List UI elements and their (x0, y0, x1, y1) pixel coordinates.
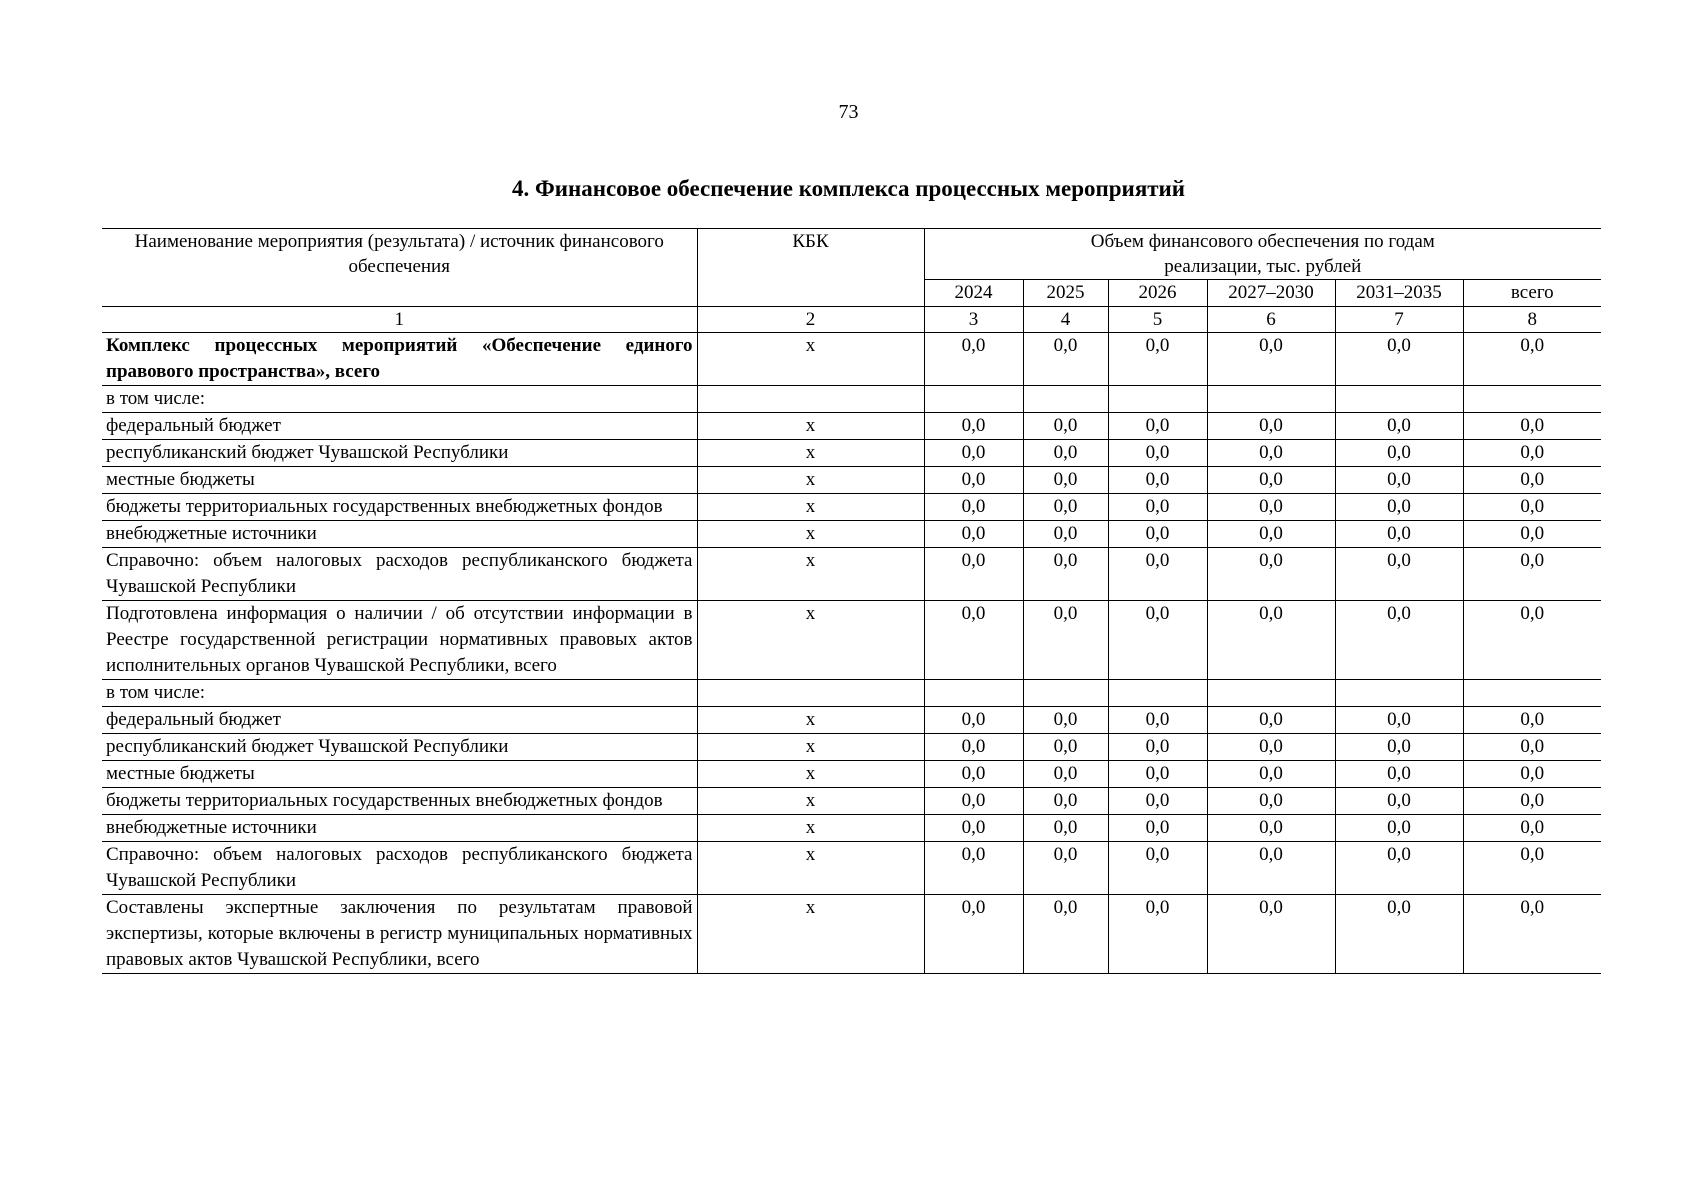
kbk-cell: х (697, 467, 924, 494)
year-value-cell: 0,0 (1335, 815, 1463, 842)
table-row (102, 386, 1601, 413)
year-value-cell: 0,0 (924, 601, 1023, 680)
year-value-cell: 0,0 (1023, 440, 1108, 467)
column-number: 1 (102, 307, 697, 333)
row-name-cell: Справочно: объем налоговых расходов республиканского бюджета Чувашской Республики (102, 842, 697, 895)
column-numbers-row (102, 307, 1601, 333)
header-year: 2025 (1023, 280, 1108, 307)
year-value-cell: 0,0 (1207, 815, 1335, 842)
year-value-cell: 0,0 (1108, 521, 1207, 548)
kbk-cell: х (697, 494, 924, 521)
year-value-cell: 0,0 (1108, 413, 1207, 440)
year-value-cell: 0,0 (924, 707, 1023, 734)
year-value-cell: 0,0 (1023, 788, 1108, 815)
row-name-cell: местные бюджеты (102, 761, 697, 788)
header-name: Наименование мероприятия (результата) / источник финансового обеспечения (102, 229, 697, 307)
total-value-cell: 0,0 (1463, 788, 1601, 815)
total-value-cell: 0,0 (1463, 842, 1601, 895)
kbk-cell: х (697, 440, 924, 467)
table-row (102, 413, 1601, 440)
total-value-cell: 0,0 (1463, 333, 1601, 386)
year-value-cell: 0,0 (1335, 895, 1463, 974)
year-value-cell: 0,0 (924, 333, 1023, 386)
year-value-cell: 0,0 (1108, 494, 1207, 521)
row-name-cell: федеральный бюджет (102, 707, 697, 734)
header-volume: Объем финансового обеспечения по годам реализации, тыс. рублей (924, 229, 1601, 280)
table-row (102, 548, 1601, 601)
table-row (102, 761, 1601, 788)
kbk-cell: х (697, 895, 924, 974)
row-name-cell: Справочно: объем налоговых расходов республиканского бюджета Чувашской Республики (102, 548, 697, 601)
year-value-cell: 0,0 (1023, 601, 1108, 680)
year-value-cell: 0,0 (924, 521, 1023, 548)
year-value-cell: 0,0 (1207, 413, 1335, 440)
column-number: 2 (697, 307, 924, 333)
year-value-cell: 0,0 (1335, 440, 1463, 467)
header-year: 2027–2030 (1207, 280, 1335, 307)
row-name-cell: республиканский бюджет Чувашской Республики (102, 440, 697, 467)
year-value-cell: 0,0 (1023, 761, 1108, 788)
header-total: всего (1463, 280, 1601, 307)
year-value-cell: 0,0 (1023, 467, 1108, 494)
year-value-cell: 0,0 (1108, 815, 1207, 842)
year-value-cell: 0,0 (1207, 842, 1335, 895)
total-value-cell: 0,0 (1463, 521, 1601, 548)
year-value-cell (1335, 386, 1463, 413)
year-value-cell: 0,0 (1023, 548, 1108, 601)
table-row (102, 494, 1601, 521)
year-value-cell: 0,0 (1207, 707, 1335, 734)
total-value-cell: 0,0 (1463, 467, 1601, 494)
year-value-cell: 0,0 (1108, 440, 1207, 467)
row-name-cell: Составлены экспертные заключения по результатам правовой экспертизы, которые включены в регистр муниципальных нормативных правовых актов Чувашской Республики, всего (102, 895, 697, 974)
year-value-cell (1207, 386, 1335, 413)
year-value-cell: 0,0 (1207, 895, 1335, 974)
year-value-cell: 0,0 (1335, 548, 1463, 601)
year-value-cell: 0,0 (1335, 761, 1463, 788)
year-value-cell: 0,0 (924, 494, 1023, 521)
kbk-cell: х (697, 333, 924, 386)
year-value-cell: 0,0 (1108, 333, 1207, 386)
year-value-cell: 0,0 (1108, 707, 1207, 734)
kbk-cell: х (697, 601, 924, 680)
year-value-cell (1108, 680, 1207, 707)
column-number: 5 (1108, 307, 1207, 333)
header-kbk: КБК (697, 229, 924, 307)
year-value-cell (924, 680, 1023, 707)
total-value-cell: 0,0 (1463, 548, 1601, 601)
row-name-cell: бюджеты территориальных государственных внебюджетных фондов (102, 788, 697, 815)
kbk-cell (697, 680, 924, 707)
table-body (102, 333, 1601, 974)
year-value-cell: 0,0 (1108, 895, 1207, 974)
year-value-cell: 0,0 (1108, 788, 1207, 815)
financing-table (102, 228, 1601, 974)
year-value-cell: 0,0 (1207, 333, 1335, 386)
year-value-cell (924, 386, 1023, 413)
year-value-cell: 0,0 (1207, 521, 1335, 548)
total-value-cell: 0,0 (1463, 413, 1601, 440)
kbk-cell: х (697, 413, 924, 440)
table-row (102, 680, 1601, 707)
year-value-cell (1207, 680, 1335, 707)
year-value-cell: 0,0 (924, 548, 1023, 601)
year-value-cell: 0,0 (1023, 413, 1108, 440)
table-row (102, 895, 1601, 974)
year-value-cell: 0,0 (1108, 548, 1207, 601)
year-value-cell (1023, 386, 1108, 413)
year-value-cell: 0,0 (1335, 413, 1463, 440)
table-row (102, 333, 1601, 386)
total-value-cell: 0,0 (1463, 601, 1601, 680)
year-value-cell: 0,0 (1207, 494, 1335, 521)
kbk-cell: х (697, 521, 924, 548)
table-row (102, 707, 1601, 734)
kbk-cell: х (697, 548, 924, 601)
year-value-cell: 0,0 (1335, 467, 1463, 494)
year-value-cell: 0,0 (1023, 494, 1108, 521)
kbk-cell: х (697, 734, 924, 761)
year-value-cell: 0,0 (1023, 895, 1108, 974)
kbk-cell: х (697, 842, 924, 895)
year-value-cell: 0,0 (1108, 761, 1207, 788)
year-value-cell: 0,0 (1207, 734, 1335, 761)
page-number: 73 (838, 101, 859, 123)
row-name-cell: федеральный бюджет (102, 413, 697, 440)
table-row (102, 815, 1601, 842)
row-name-cell: Комплекс процессных мероприятий «Обеспечение единого правового пространства», всего (102, 333, 697, 386)
year-value-cell: 0,0 (924, 788, 1023, 815)
total-value-cell (1463, 386, 1601, 413)
header-year: 2031–2035 (1335, 280, 1463, 307)
table-header (102, 229, 1601, 333)
header-year: 2024 (924, 280, 1023, 307)
year-value-cell: 0,0 (924, 734, 1023, 761)
year-value-cell: 0,0 (1335, 601, 1463, 680)
kbk-cell (697, 386, 924, 413)
section-title: 4. Финансовое обеспечение комплекса процессных мероприятий (511, 176, 1186, 201)
year-value-cell: 0,0 (1023, 734, 1108, 761)
year-value-cell: 0,0 (1335, 494, 1463, 521)
year-value-cell: 0,0 (924, 440, 1023, 467)
row-name-cell: бюджеты территориальных государственных внебюджетных фондов (102, 494, 697, 521)
column-number: 7 (1335, 307, 1463, 333)
table-row (102, 601, 1601, 680)
year-value-cell: 0,0 (1023, 842, 1108, 895)
total-value-cell: 0,0 (1463, 734, 1601, 761)
year-value-cell: 0,0 (1023, 707, 1108, 734)
row-name-cell: внебюджетные источники (102, 815, 697, 842)
total-value-cell: 0,0 (1463, 494, 1601, 521)
kbk-cell: х (697, 707, 924, 734)
total-value-cell: 0,0 (1463, 761, 1601, 788)
table-row (102, 521, 1601, 548)
total-value-cell (1463, 680, 1601, 707)
column-number: 4 (1023, 307, 1108, 333)
year-value-cell: 0,0 (924, 895, 1023, 974)
total-value-cell: 0,0 (1463, 895, 1601, 974)
total-value-cell: 0,0 (1463, 440, 1601, 467)
year-value-cell: 0,0 (1335, 707, 1463, 734)
year-value-cell: 0,0 (1108, 467, 1207, 494)
year-value-cell: 0,0 (1207, 761, 1335, 788)
year-value-cell (1023, 680, 1108, 707)
row-name-cell: республиканский бюджет Чувашской Республики (102, 734, 697, 761)
kbk-cell: х (697, 815, 924, 842)
table-row (102, 734, 1601, 761)
year-value-cell: 0,0 (1335, 734, 1463, 761)
row-name-cell: внебюджетные источники (102, 521, 697, 548)
table-row (102, 467, 1601, 494)
year-value-cell: 0,0 (1023, 333, 1108, 386)
year-value-cell: 0,0 (924, 761, 1023, 788)
year-value-cell: 0,0 (1335, 788, 1463, 815)
table-row (102, 440, 1601, 467)
year-value-cell: 0,0 (1023, 815, 1108, 842)
row-name-cell: в том числе: (102, 680, 697, 707)
year-value-cell: 0,0 (1207, 467, 1335, 494)
header-year: 2026 (1108, 280, 1207, 307)
year-value-cell: 0,0 (1108, 601, 1207, 680)
year-value-cell: 0,0 (924, 413, 1023, 440)
year-value-cell: 0,0 (1023, 521, 1108, 548)
kbk-cell: х (697, 788, 924, 815)
column-number: 8 (1463, 307, 1601, 333)
year-value-cell (1108, 386, 1207, 413)
year-value-cell: 0,0 (1207, 440, 1335, 467)
year-value-cell: 0,0 (924, 467, 1023, 494)
table-row (102, 788, 1601, 815)
year-value-cell: 0,0 (1207, 548, 1335, 601)
year-value-cell: 0,0 (924, 842, 1023, 895)
year-value-cell: 0,0 (1335, 333, 1463, 386)
year-value-cell: 0,0 (1108, 734, 1207, 761)
row-name-cell: в том числе: (102, 386, 697, 413)
column-number: 3 (924, 307, 1023, 333)
column-number: 6 (1207, 307, 1335, 333)
row-name-cell: Подготовлена информация о наличии / об отсутствии информации в Реестре государственной регистрации нормативных правовых актов исполнительных органов Чувашской Республики, всего (102, 601, 697, 680)
table-row (102, 842, 1601, 895)
year-value-cell: 0,0 (1335, 842, 1463, 895)
year-value-cell: 0,0 (1335, 521, 1463, 548)
row-name-cell: местные бюджеты (102, 467, 697, 494)
year-value-cell: 0,0 (1207, 601, 1335, 680)
year-value-cell: 0,0 (924, 815, 1023, 842)
year-value-cell (1335, 680, 1463, 707)
kbk-cell: х (697, 761, 924, 788)
total-value-cell: 0,0 (1463, 815, 1601, 842)
year-value-cell: 0,0 (1108, 842, 1207, 895)
year-value-cell: 0,0 (1207, 788, 1335, 815)
total-value-cell: 0,0 (1463, 707, 1601, 734)
